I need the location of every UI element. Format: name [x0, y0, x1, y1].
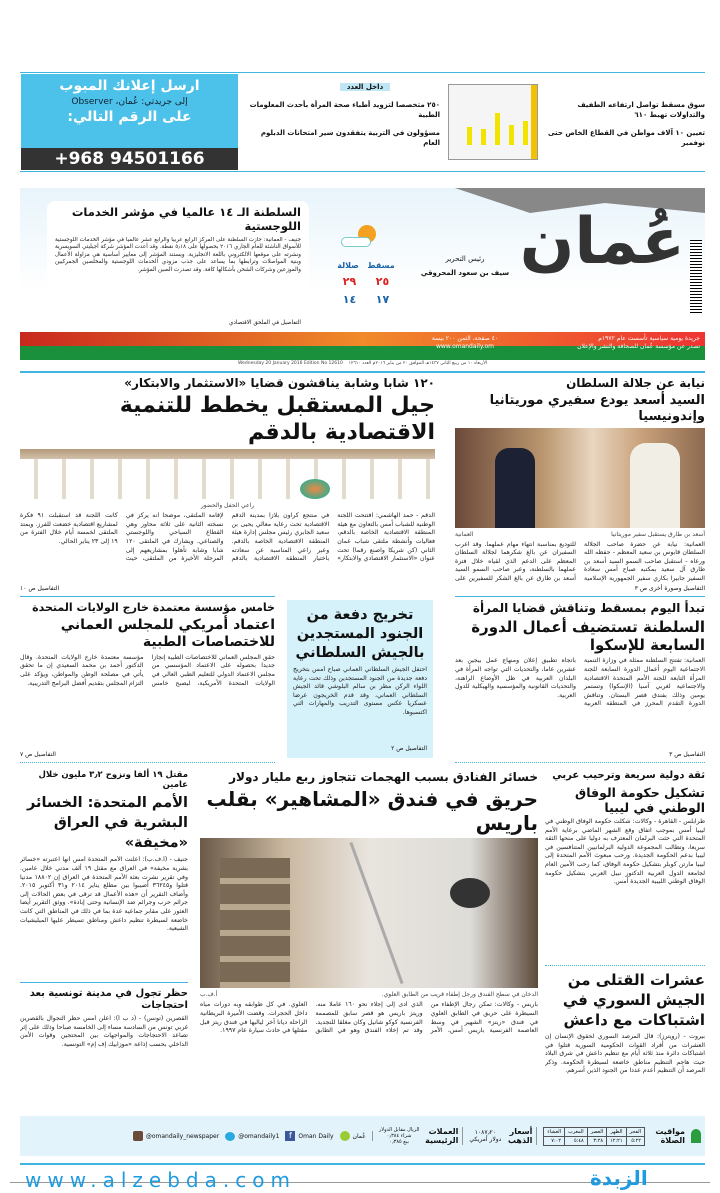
s1-title[interactable]: السيد أسعد يودع سفيري موريتانيا وإندونيسيا — [489, 393, 705, 424]
s7-title[interactable]: عشرات القتلى من الجيش السوري في اشتباكات مع داعش — [562, 971, 705, 1029]
twitter-handle: @omandaily1 — [238, 1132, 280, 1140]
s7-story — [545, 970, 705, 1110]
app-label: عُمان — [352, 1132, 366, 1140]
gold-label: أسعار الذهب — [507, 1127, 537, 1145]
s2-title[interactable]: جيل المستقبل يخطط للتنمية الاقتصادية بالدقم — [119, 393, 435, 445]
s6-story — [545, 770, 705, 960]
s3-title[interactable]: السلطنة تستضيف أعمال الدورة السابعة للإسكوا — [471, 618, 705, 655]
s1-kicker: نيابة عن جلالة السلطان — [566, 376, 705, 390]
s1-story — [455, 376, 705, 592]
s8-title[interactable]: حريق في فندق «المشاهير» بقلب باريس — [206, 787, 538, 836]
lead-body: جنيف - العمانية: حازت السلطنة على المركز الرابع عربيا والرابع عشر عالميا في مؤشر الخدمات اللوجستية للأسواق الناشئة للعام الجاري ٢٠١٦ بحصولها على ٥٫١٨ نقطة. وقد أعدت المؤشر شركة أجيليتي السويسرية ونشرته على موقعها الالكتروني باللغة الانجليزية. ويستند المؤشر إلى معايير أساسية هي مزاولة الأعمال وبنية المواصلات وترابطها بما يساعد على جذب مزودي الخدمات اللوجستية والمخلصين الجمركيين والموزعين وشركات الشحن بأشكالها كافة. وقد تصدرت الصين المؤشر. — [55, 236, 301, 273]
s6-title[interactable]: تشكيل حكومة الوفاق الوطني في ليبيا — [575, 785, 705, 815]
prayer-table — [543, 1127, 645, 1146]
prayer-label: مواقيت الصلاة — [655, 1127, 685, 1145]
s5-story — [20, 601, 275, 758]
s9-kicker: مقتل ١٩ ألفا ونزوح ٣٫٢ مليون خلال عامين — [38, 770, 188, 791]
prayer-time: ٧:٠٢ — [544, 1136, 565, 1145]
s4-box[interactable] — [287, 600, 433, 758]
inside-label: داخل العدد — [340, 83, 390, 91]
instagram-icon — [133, 1131, 143, 1141]
s1-photo — [455, 428, 705, 528]
facebook-handle: Oman Daily — [298, 1132, 334, 1140]
s3-kicker: تبدأ اليوم بمسقط وتناقش قضايا المرأة — [472, 601, 705, 615]
s8-kicker: خسائر الفنادق بسبب الهجمات تتجاوز ربع مليار دولار — [229, 770, 538, 784]
s4-body: احتفل الجيش السلطاني العماني صباح أمس بتخريج دفعة جديدة من الجنود المستجدين وذلك تحت رعاية اللواء الركن مطر بن سالم البلوشي قائد الجيش السلطاني العماني، وقد قدم الخريجون عرضا عسكريا عكس مستوى التدريب والمهارات التي اكتسبوها. — [293, 666, 427, 716]
prayer-name: الفجر — [626, 1127, 644, 1136]
ad-line2: إلى جريدتي: عُمان، Observer — [71, 97, 188, 107]
s2-more: التفاصيل ص ١٠ — [20, 585, 60, 592]
salalah-max: ٢٩ — [342, 275, 357, 288]
fx-line: الريال مقابل الدولار — [378, 1127, 420, 1133]
inside-item[interactable]: مسؤولون في التربية يتفقدون سير امتحانات الدبلوم العام — [260, 129, 440, 147]
s8-story — [200, 770, 538, 1110]
prayer-time: ٥:٢٢ — [626, 1136, 644, 1145]
prayer-name: العصر — [587, 1127, 606, 1136]
s9-story — [20, 770, 188, 978]
s8-credit: أ.ف.ب — [200, 991, 218, 999]
s1-body: العمانية: نيابة عن حضرة صاحب الجلالة السلطان قابوس بن سعيد المعظم - حفظه الله ورعاه - استقبل صاحب السمو السيد أسعد بن طارق آل سعيد بمكتبه صباح أمس سعادة السفير جابيرا بكاري سفير الجمهورية الإسلامية للتوديع بمناسبة انتهاء مهام عملهما. وقد أعرب السفيران عن بالغ شكرهما لجلالة السلطان المعظم على الدعم الذي لقياه خلال فترة عملهما بالسلطنة، وعبر صاحب السمو السيد أسعد بن طارق عن بالغ الشكر للسفيرين على — [455, 540, 705, 582]
s2-story — [20, 376, 435, 592]
s6-body: طرابلس - القاهرة - وكالات: شكلت حكومة الوفاق الوطني في ليبيا أمس بموجب اتفاق وقع الشهر الماضي برعاية الأمم المتحدة التي حثت البرلمان المعترف به دوليا على منحها الثقة سريعا، وتطالب المجموعة الدولية البرلمانيين المتنافسين في ليبيا بدعم الحكومة الجديدة. ورحب مبعوث الأمم المتحدة إلى ليبيا مارتن كوبلر بتشكيل حكومة الوفاق، كما رحب الأمين العام لجامعة الدول العربية الدكتور نبيل العربي بتشكيل حكومة الوفاق الوطني الليبية الجديدة أمس. — [545, 818, 705, 886]
pages-price: ٤٠ صفحة، الثمن ٢٠٠ بيسة — [431, 335, 499, 342]
s10-story — [20, 988, 188, 1110]
s4-title: تخريج دفعة من الجنود المستجدين بالجيش السلطاني — [295, 607, 425, 661]
salalah-min: ١٤ — [342, 293, 357, 306]
s2-caption: راعي الحفل والحضور — [200, 502, 255, 510]
muscat-max: ٢٥ — [375, 275, 390, 288]
watermark-url: www.alzebda.com — [25, 1168, 296, 1192]
prayer-time: ٥:٤٨ — [565, 1136, 588, 1145]
s2-kicker: ١٢٠ شابا وشابة يناقشون قضايا «الاستثمار والابتكار» — [124, 376, 435, 390]
editor-label: رئيس التحرير — [445, 255, 485, 263]
twitter-link[interactable] — [225, 1132, 279, 1141]
prayer-name: العشاء — [544, 1127, 565, 1136]
ad-line3: على الرقم التالي: — [67, 109, 192, 125]
instagram-handle: @omandaily_newspaper — [145, 1132, 220, 1140]
editor-name: سيف بن سعود المحروقي — [420, 269, 510, 277]
lead-title: السلطنة الـ ١٤ عالميا في مؤشر الخدمات اللوجستية — [71, 205, 301, 233]
weather-widget — [333, 225, 399, 320]
barcode — [690, 240, 702, 315]
instagram-link[interactable] — [133, 1131, 219, 1141]
twitter-icon — [225, 1132, 235, 1141]
s3-more: التفاصيل ص ٣ — [669, 751, 705, 758]
prayer-time: ١٢:٢١ — [607, 1136, 626, 1145]
fx-sell: بيع ٠٫٣٨٥ — [389, 1139, 409, 1145]
s2-body: الدقم - حمد الهاشمي: افتتحت اللجنة الوطنية للشباب أمس بالتعاون مع هيئة المنطقة الاقتصادية الخاصة بالدقم، فعاليات وأنشطة ملتقى شباب عمان الثاني (كن شريكا واصنع رقما) تحت عنوان «الاستثمار الاقتصادي والابتكار» في منتجع كراون بلازا بمدينة الدقم الاقتصادية تحت رعاية معالي يحيى بن سعيد الجابري رئيس مجلس إدارة هيئة المنطقة الاقتصادية الخاصة بالدقم. وعبر راعي المناسبة عن سعادته باختيار المنطقة الاقتصادية بالدقم لإقامة الملتقى، موضحا أنه يركز في نسخته الثانية على ثلاثة محاور وهي القطاع السياحي واللوجستي والصناعي. ويشارك في الملتقى ١٢٠ شابا وشابة تأهلوا بمشاريعهم إلى المرحلة الأخيرة من الملتقى، حيث كانت اللجنة قد استقبلت ٩١ فكرة لمشاريع اقتصادية خضعت للفرز. ويمتد الملتقى لخمسة أيام خلال الفترة من ١٩ إلى ٢٣ يناير الحالي. — [20, 512, 435, 563]
city-salalah: صلالة — [337, 261, 359, 270]
s8-caption: الدخان في سطح الفندق ورجل إطفاء قريب من الطابق العلوي. — [381, 991, 538, 999]
muscat-min: ١٧ — [375, 293, 390, 306]
s8-photo — [200, 838, 538, 988]
s10-title[interactable]: حظر تجول في مدينة تونسية بعد احتجاجات — [29, 988, 188, 1011]
ad-phone: +968 94501166 — [21, 148, 238, 170]
fx-label: العملات الرئيسية — [425, 1127, 463, 1145]
s10-body: القصرين (تونس) - (د ب أ): أعلن أمس حظر التجوال بالقصرين غربي تونس من السادسة مساء إلى الخامسة صباحا وذلك على إثر تصاعد الاحتجاجات والمواجهات بين المحتجين وقوات الأمن الداخلي بحسب إذاعة «موزاييك إف إم» التونسية. — [20, 1015, 188, 1048]
facebook-link[interactable] — [285, 1131, 333, 1141]
s6-kicker: ثقة دولية سريعة وترحيب عربي — [552, 770, 705, 781]
s2-photo — [20, 449, 435, 499]
s5-title[interactable]: اعتماد أمريكي للمجلس العماني للاختصاصات الطبية — [60, 617, 275, 650]
s7-body: بيروت - (رويترز): قال المرصد السوري لحقوق الإنسان إن العشرات من أفراد القوات الحكومية السورية قتلوا في اشتباكات دائرة منذ ثلاثة أيام مع تنظيم داعش في شرق البلاد حيث هاجم التنظيم مناطق خاضعة لسيطرة الحكومة. وذكر المرصد أن التنظيم أعدم عددا من الجنود الذين أسرهم. — [545, 1033, 705, 1075]
watermark-logo: الزبدة — [590, 1166, 648, 1190]
fx-buy: شراء ٠٫٣٨٤ — [386, 1133, 412, 1139]
tagline-1: جريدة يومية سياسية تأسست عام ١٩٧٢م — [598, 335, 700, 342]
s8-body: باريس - وكالات: تمكن رجال الإطفاء من السيطرة على حريق في الطابق العلوي في فندق «ريتز» الشهير في وسط العاصمة الفرنسية باريس أمس، الأمر الذي أدى إلى إجلاء نحو ١٦٠ عاملا منه. وريتز باريس هو قصر سابق للمصممة الفرنسية كوكو شانيل وكان مغلقا للتجديد. وقد تم إخلاء الفندق وهو في الطابق العلوي. في كل طوابقه وبه دورات مياه داخل الحجرات. وقضت الأميرة البريطانية الراحلة ديانا آخر لياليها في فندق ريتز قبل مقتلها في حادث سيارة عام ١٩٩٧. — [200, 1001, 538, 1035]
city-muscat: مسقط — [367, 261, 395, 270]
s4-more: التفاصيل ص ٢ — [391, 745, 427, 752]
inside-item[interactable]: ٢٥٠ متخصصا لتزويد أطباء صحة المرأة بأحدث المعلومات الطبية — [249, 101, 440, 119]
masthead-logo: عُمان — [519, 205, 685, 279]
s5-more: التفاصيل ص ٧ — [20, 751, 56, 758]
facebook-icon: f — [285, 1131, 295, 1141]
s1-credit: العمانية — [455, 530, 474, 538]
s9-title[interactable]: الأمم المتحدة: الخسائر البشرية في العراق «مخيفة» — [27, 795, 188, 852]
classified-ad[interactable] — [21, 74, 238, 170]
s3-story — [455, 601, 705, 758]
gold-unit: دولار أمريكي — [469, 1136, 502, 1143]
app-icon — [340, 1131, 350, 1141]
inside-item[interactable]: تعيين ١٠ آلاف مواطن في القطاع الخاص حتى نوفمبر — [547, 129, 705, 147]
lead-more: التفاصيل في الملحق الاقتصادي — [229, 320, 301, 326]
dateline: الأربعاء ١٠ من ربيع الثاني ١٤٣٧هـ الموافق ٢٠ من يناير ٢٠١٦م العدد ١٢٦١٠ — [348, 361, 488, 366]
app-link[interactable] — [340, 1131, 373, 1141]
mosque-icon — [691, 1129, 701, 1143]
website-link[interactable]: www.omandaily.om — [435, 343, 494, 350]
prayer-name: المغرب — [565, 1127, 588, 1136]
s1-caption: أسعد بن طارق يستقبل سفير موريتانيا — [611, 530, 705, 538]
inside-item[interactable]: سوق مسقط تواصل ارتفاعه الطفيف والتداولات تهبط ٦١٠ — [577, 101, 705, 119]
ad-title: ارسل إعلانك المبوب — [59, 78, 200, 94]
lead-box[interactable] — [47, 201, 309, 331]
footer-strip — [20, 1116, 705, 1156]
tagline-2: تصدر عن مؤسسة عُمان للصحافة والنشر والإعلان — [577, 343, 700, 350]
s1-more: التفاصيل وصورة أخرى ص ٣ — [634, 585, 705, 592]
dateline-en: Wednesday 20 January 2016 Edition No 12610 — [237, 361, 343, 366]
gold-value: ١٠٨٧٫٢٠ — [474, 1129, 496, 1136]
s5-kicker: خامس مؤسسة معتمدة خارج الولايات المتحدة — [32, 601, 275, 614]
prayer-time: ٣:٢٨ — [587, 1136, 606, 1145]
market-chart-thumbnail — [448, 84, 538, 160]
s9-body: جنيف - (أ.ف.ب): أعلنت الأمم المتحدة أمس أنها اعتبرته «خسائر بشرية مخيفة» في العراق مع مقتل ١٩ ألف مدني خلال عامين. وفي تقرير نشرت بعثة الأمم المتحدة في العراق إن ١٨٨٠٢ مدنيا قتلوا و٣٦٢٤٥ أصيبوا بين مطلع يناير ٢٠١٤ و٣١ أكتوبر ٢٠١٥. وأضاف التقرير أن «هذه الأعمال قد ترقى في بعض الحالات إلى جرائم حرب وجرائم ضد الإنسانية وحتى إبادة». ووثق التقرير أيضا العثور على مقابر جماعية عدة بما في ذلك في المناطق التي كانت خاضعة لسيطرة تنظيم داعش ومناطق تسيطر عليها الميليشيات الشيعية. — [20, 856, 188, 933]
prayer-name: الظهر — [607, 1127, 626, 1136]
s5-body: حقق المجلس العماني للاختصاصات الطبية إنجازا جديدا بحصوله على الاعتماد المؤسسي من مجلس الاعتماد الدولي للتعليم الطبي العالي في الولايات المتحدة الأمريكية، ليصبح خامس مؤسسة معتمدة خارج الولايات المتحدة. وقال الدكتور أحمد بن محمد السعيدي إن ما تحقق يأتي في مصلحة الوطن والمواطن، ويؤكد على التزام المجلس بتقديم أفضل البرامج التدريبية. — [20, 653, 275, 687]
s3-body: العمانية: تفتتح السلطنة ممثلة في وزارة التنمية الاجتماعية اليوم أعمال الدورة السابعة للجنة المرأة التابعة للجنة الأمم المتحدة الاقتصادية والاجتماعية لغربي آسيا (الإسكوا) وتستمر يومين وذلك بفندق قصر البستان. وتناقش الدورة التقدم المحرز في المنطقة العربية باتجاه تطبيق إعلان ومنهاج عمل بيجين بعد عشرين عاما، والتحديات التي تواجه المرأة في البلدان العربية في ظل الأوضاع الراهنة، والتحديات القانونية والمؤسسية والهيكلية للدول العربية. — [455, 657, 705, 708]
